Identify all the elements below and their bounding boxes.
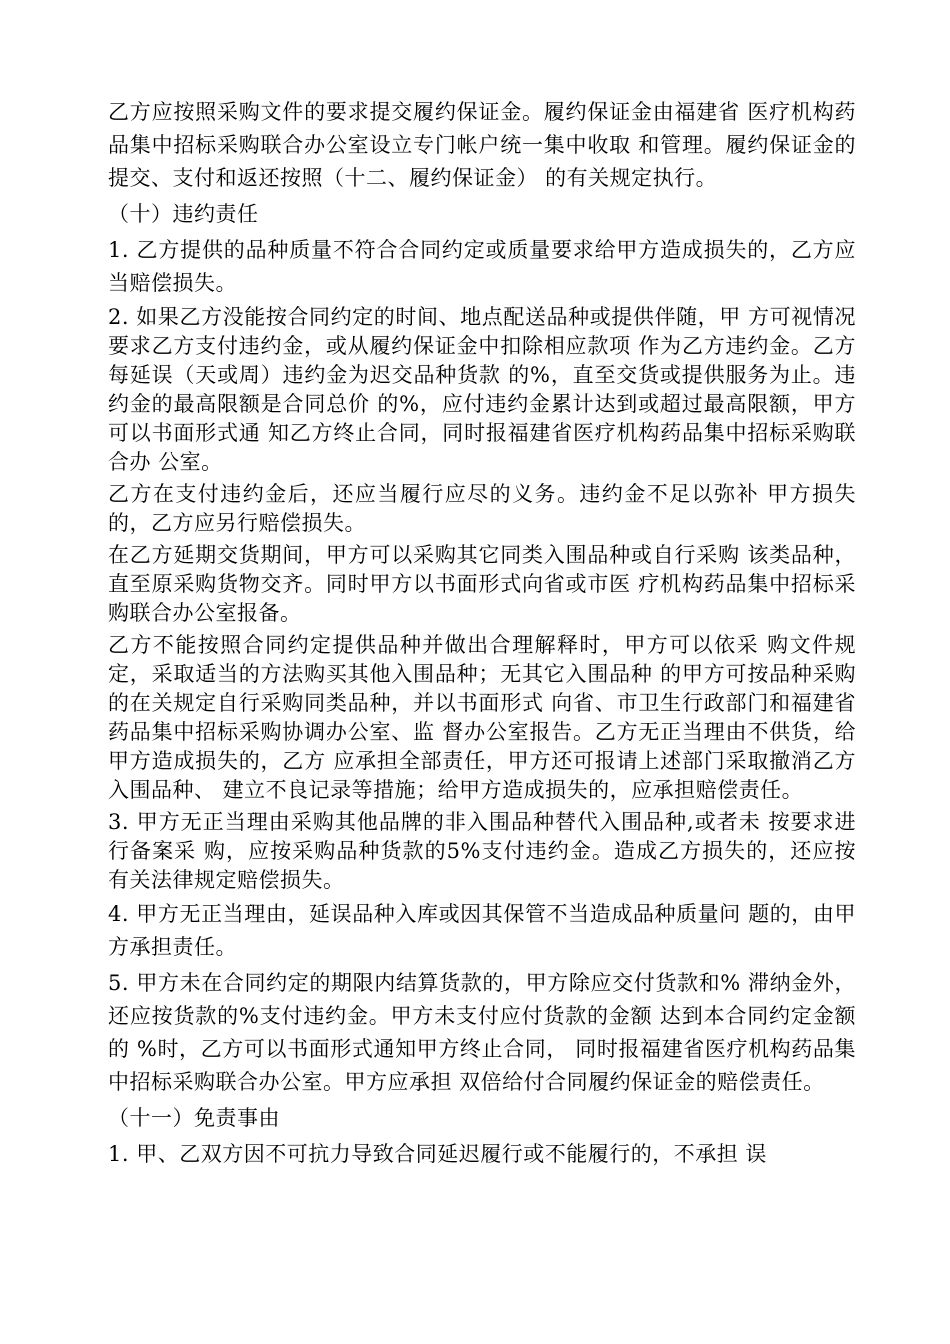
- section-heading-exemption: （十一）免责事由: [108, 1106, 280, 1130]
- document-page: [108, 96, 856, 1174]
- clause-2-late-delivery: 2. 如果乙方没能按合同约定的时间、地点配送品种或提供伴随，甲 方可视情况要求乙方支付违约金，或从履约保证金中扣除相应款项 作为乙方违约金。乙方每延误（天或周）违约金为迟交品种货款 的%，直至交货或提供服务为止。违约金的最高限额是合同总价 的%，应付违约金累计达到或超过最高限额，甲方可以书面形式通 知乙方终止合同，同时报福建省医疗机构药品集中招标采购联合办 公室。: [108, 305, 856, 474]
- paragraph-delay-period: 在乙方延期交货期间，甲方可以采购其它同类入围品种或自行采购 该类品种，直至原采购货物交齐。同时甲方以书面形式向省或市医 疗机构药品集中招标采购联合办公室报备。: [108, 543, 856, 625]
- paragraph-after-penalty: 乙方在支付违约金后，还应当履行应尽的义务。违约金不足以弥补 甲方损失的，乙方应另行赔偿损失。: [108, 482, 856, 535]
- paragraph-performance-bond: 乙方应按照采购文件的要求提交履约保证金。履约保证金由福建省 医疗机构药品集中招标采购联合办公室设立专门帐户统一集中收取 和管理。履约保证金的提交、支付和返还按照（十二、履约保证金） 的有关规定执行。: [108, 100, 856, 190]
- clause-5-late-payment: 5. 甲方未在合同约定的期限内结算货款的，甲方除应交付货款和% 滞纳金外，还应按货款的%支付违约金。甲方未支付应付货款的金额 达到本合同约定金额的 %时，乙方可以书面形式通知甲方终止合同， 同时报福建省医疗机构药品集中招标采购联合办公室。甲方应承担 双倍给付合同履约保证金的赔偿责任。: [108, 971, 856, 1094]
- section-heading-breach-liability: （十）违约责任: [108, 202, 259, 226]
- clause-1-force-majeure: 1. 甲、乙双方因不可抗力导致合同延迟履行或不能履行的，不承担 误: [108, 1142, 767, 1166]
- paragraph-unable-to-supply: 乙方不能按照合同约定提供品种并做出合理解释时，甲方可以依采 购文件规定，采取适当的方法购买其他入围品种；无其它入围品种 的甲方可按品种采购的在关规定自行采购同类品种，并以书面形式 向省、市卫生行政部门和福建省药品集中招标采购协调办公室、监 督办公室报告。乙方无正当理由不供货，给甲方造成损失的，乙方 应承担全部责任，甲方还可报请上述部门采取撤消乙方入围品种、 建立不良记录等措施；给甲方造成损失的，应承担赔偿责任。: [108, 633, 856, 802]
- clause-1-quality-loss: 1. 乙方提供的品种质量不符合合同约定或质量要求给甲方造成损失的，乙方应当赔偿损失。: [108, 238, 856, 295]
- clause-3-non-bid-purchase: 3. 甲方无正当理由采购其他品牌的非入围品种替代入围品种,或者未 按要求进行备案采 购，应按采购品种货款的5%支付违约金。造成乙方损失的，还应按 有关法律规定赔偿损失。: [108, 810, 856, 892]
- clause-4-storage-delay: 4. 甲方无正当理由，延误品种入库或因其保管不当造成品种质量问 题的，由甲方承担责任。: [108, 902, 856, 959]
